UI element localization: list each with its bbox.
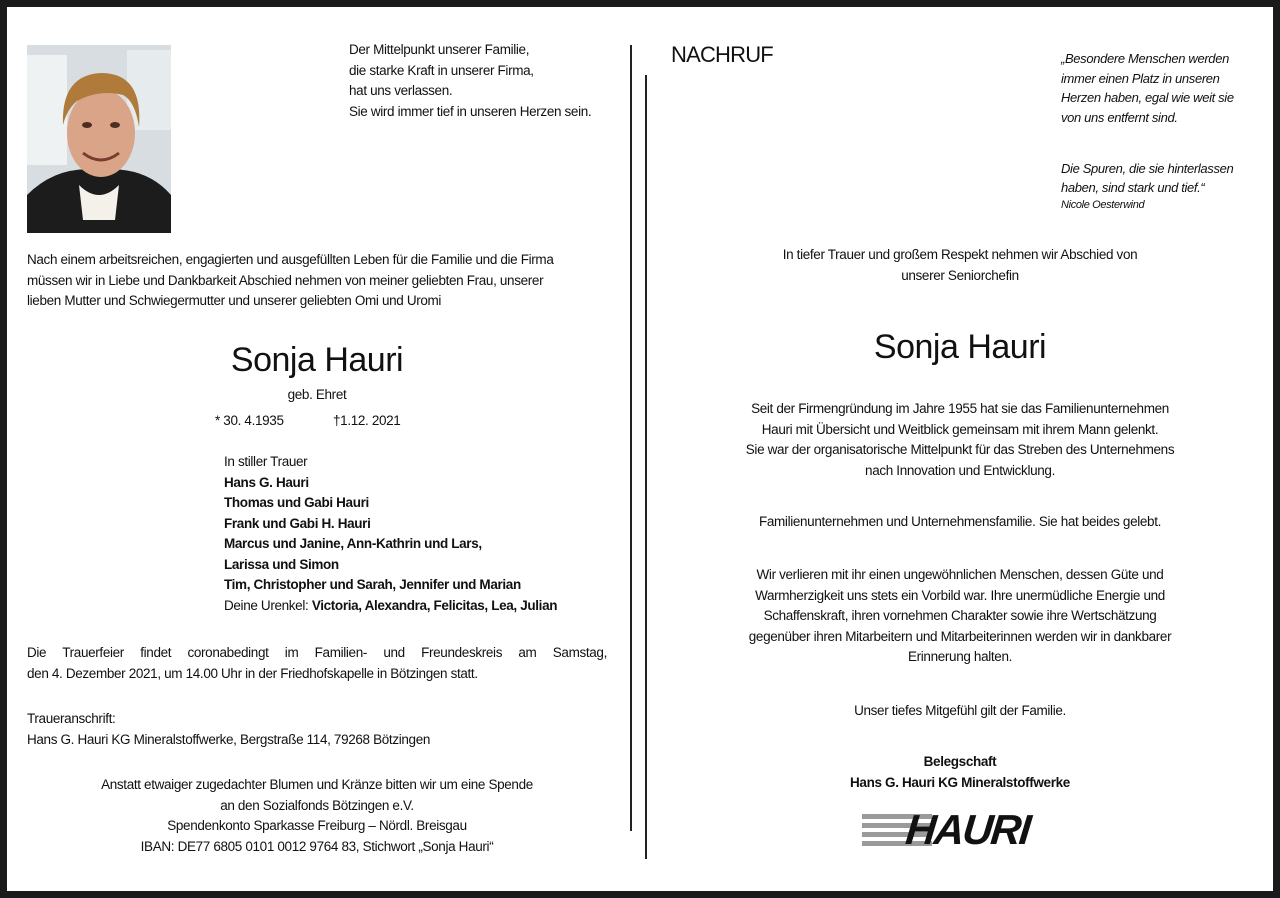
portrait-photo <box>27 45 171 233</box>
donation-line: Spendenkonto Sparkasse Freiburg – Nördl. Breisgau <box>167 818 467 833</box>
intro-line: lieben Mutter und Schwiegermutter und unserer geliebten Omi und Uromi <box>27 293 442 308</box>
donation-line: IBAN: DE77 6805 0101 0012 9764 83, Stichwort „Sonja Hauri“ <box>140 838 494 854</box>
mourner: Tim, Christopher und Sarah, Jennifer und Marian <box>224 577 521 592</box>
paragraph-line: Seit der Firmengründung im Jahre 1955 hat sie das Familienunternehmen <box>751 401 1169 416</box>
quote-block-2 <box>1061 159 1233 213</box>
obituary-page <box>7 7 1273 891</box>
nachruf-heading: NACHRUF <box>671 42 773 67</box>
donation-line: Anstatt etwaiger zugedachter Blumen und Kränze bitten wir um eine Spende <box>101 777 533 792</box>
mourner: Hans G. Hauri <box>224 474 309 490</box>
quote-line: haben, sind stark und tief.“ <box>1061 180 1205 195</box>
paragraph-line: Warmherzigkeit uns stets ein Vorbild war. Ihre unermüdliche Energie und <box>755 587 1165 603</box>
hauri-logo <box>862 806 1062 854</box>
intro-line: müssen wir in Liebe und Dankbarkeit Abschied nehmen von meiner geliebten Frau, unserer <box>27 272 544 288</box>
mourners-list <box>224 452 557 616</box>
birth-date: * 30. 4.1935 <box>215 413 284 428</box>
address-block <box>27 709 430 750</box>
quote-block <box>1061 49 1234 127</box>
right-paragraph-1 <box>660 399 1260 481</box>
mourner: Marcus und Janine, Ann-Kathrin und Lars, <box>224 536 482 551</box>
quote-line: Die Spuren, die sie hinterlassen <box>1061 161 1234 176</box>
intro-line: Nach einem arbeitsreichen, engagierten und ausgefüllten Leben für die Familie und die Firma <box>27 252 554 267</box>
paragraph-line: Sie war der organisatorische Mittelpunkt für das Streben des Unternehmens <box>745 442 1175 457</box>
paragraph-line: Hauri mit Übersicht und Weitblick gemeinsam mit ihrem Mann gelenkt. <box>761 421 1159 437</box>
right-intro-line: In tiefer Trauer und großem Respekt nehmen wir Abschied von <box>782 247 1138 262</box>
paragraph-line: Wir verlieren mit ihr einen ungewöhnlichen Menschen, dessen Güte und <box>756 567 1164 582</box>
right-intro <box>660 245 1260 286</box>
deceased-name-right: Sonja Hauri <box>873 328 1047 366</box>
right-paragraph-3 <box>660 565 1260 668</box>
motto-line: Sie wird immer tief in unseren Herzen sein. <box>349 103 592 119</box>
motto-line: hat uns verlassen. <box>349 83 453 98</box>
urenkel-label: Deine Urenkel: <box>224 597 309 613</box>
quote-author: Nicole Oesterwind <box>1061 199 1145 211</box>
column-divider-right <box>645 75 647 859</box>
donation-line: an den Sozialfonds Bötzingen e.V. <box>220 797 414 813</box>
paragraph-line: gegenüber ihren Mitarbeitern und Mitarbeiterinnen werden wir in dankbarer <box>748 628 1172 644</box>
urenkel-names: Victoria, Alexandra, Felicitas, Lea, Julian <box>311 597 558 613</box>
ceremony-text <box>27 643 607 684</box>
column-divider-left <box>630 45 632 831</box>
right-paragraph-4: Unser tiefes Mitgefühl gilt der Familie. <box>854 703 1066 718</box>
quote-line: immer einen Platz in unseren <box>1061 70 1220 86</box>
quote-line: von uns entfernt sind. <box>1061 109 1178 125</box>
ceremony-line: den 4. Dezember 2021, um 14.00 Uhr in der Friedhofskapelle in Bötzingen statt. <box>27 665 478 681</box>
intro-text <box>27 250 553 312</box>
donation-block <box>27 775 607 857</box>
death-date: †1.12. 2021 <box>333 413 401 428</box>
mourner: Thomas und Gabi Hauri <box>224 495 369 510</box>
motto-text <box>349 40 591 122</box>
mourners-intro: In stiller Trauer <box>224 454 308 469</box>
quote-line: Herzen haben, egal wie weit sie <box>1061 90 1234 105</box>
paragraph-line: Schaffenskraft, ihren vornehmen Charakter sowie ihre Wertschätzung <box>763 608 1157 623</box>
signature-line: Belegschaft <box>923 754 997 769</box>
motto-line: die starke Kraft in unserer Firma, <box>349 62 534 78</box>
address-label: Traueranschrift: <box>27 711 116 726</box>
address-text: Hans G. Hauri KG Mineralstoffwerke, Bergstraße 114, 79268 Bötzingen <box>27 731 431 747</box>
paragraph-line: Erinnerung halten. <box>907 649 1013 664</box>
paragraph-line: nach Innovation und Entwicklung. <box>865 462 1055 478</box>
mourner: Frank und Gabi H. Hauri <box>224 515 371 531</box>
ceremony-line: Die Trauerfeier findet coronabedingt im Familien- und Freundeskreis am Samstag, <box>27 645 607 660</box>
motto-line: Der Mittelpunkt unserer Familie, <box>349 42 530 57</box>
right-paragraph-2: Familienunternehmen und Unternehmensfamilie. Sie hat beides gelebt. <box>758 514 1162 529</box>
portrait-image <box>27 45 171 233</box>
signature-block <box>660 752 1260 793</box>
deceased-name-left: Sonja Hauri <box>230 341 404 379</box>
quote-line: „Besondere Menschen werden <box>1061 51 1229 66</box>
maiden-name: geb. Ehret <box>287 387 347 402</box>
right-intro-line: unserer Seniorchefin <box>901 267 1019 283</box>
mourner: Larissa und Simon <box>224 556 339 572</box>
signature-line: Hans G. Hauri KG Mineralstoffwerke <box>850 774 1070 790</box>
logo-wordmark: HAURI <box>903 806 1032 853</box>
